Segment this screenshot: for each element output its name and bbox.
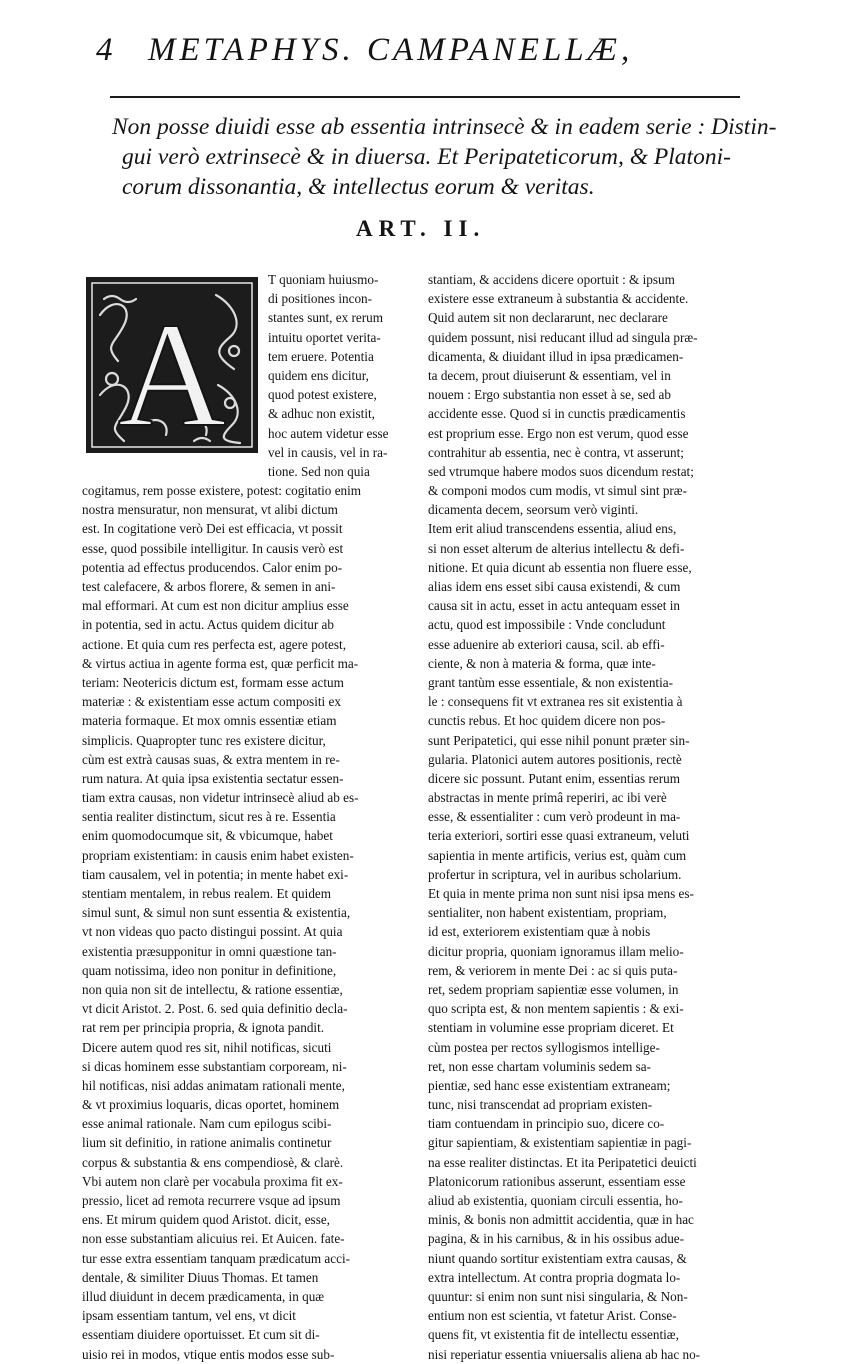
- text-line: propriam existentiam: in causis enim habet existen-: [82, 847, 354, 863]
- text-line: materia formaque. Et mox omnis essentiæ etiam: [82, 713, 337, 729]
- running-title: METAPHYS. CAMPANELLÆ,: [148, 32, 634, 68]
- text-line: esse aduenire ab exteriori causa, scil. ab effi-: [428, 636, 665, 652]
- text-line: abstractas in mente primâ reperiri, ac ibi verè: [428, 790, 667, 806]
- heading-line: gui verò extrinsecè & in diuersa. Et Peripateticorum, & Platoni-: [122, 144, 731, 170]
- page-number: 4: [96, 32, 117, 68]
- text-line: pagina, & in his carnibus, & in his ossibus adue-: [428, 1231, 685, 1247]
- text-line: id est, exteriorem existentiam quæ à nobis: [428, 924, 651, 940]
- text-line: Platonicorum rationibus asserunt, essentiam esse: [428, 1173, 686, 1189]
- heading-line: Non posse diuidi esse ab essentia intrinsecè & in eadem serie : Distin-: [112, 114, 777, 140]
- text-line: uisio rei in modos, vtique entis modos esse sub-: [82, 1346, 335, 1362]
- text-line: & componi modos cum modis, vt simul sint præ-: [428, 483, 687, 499]
- header-rule: [110, 96, 740, 98]
- text-line: esse, quod possibile intelligitur. In causis verò est: [82, 540, 344, 556]
- text-line: corpus & substantia & ens compendiosè, & clarè.: [82, 1154, 344, 1170]
- text-line: mal efformari. At cum est non dicitur amplius esse: [82, 598, 349, 614]
- text-line: aliud ab existentia, quoniam circuli essentia, ho-: [428, 1193, 683, 1208]
- text-line: dicitur propria, quoniam ignoramus illam melio-: [428, 943, 684, 959]
- text-line: dicamenta decem, seorsum verò viginti.: [428, 502, 639, 518]
- text-line: minis, & bonis non admittit accidentia, quæ in hac: [428, 1212, 694, 1228]
- text-line: dicere sic possunt. Putant enim, essentias rerum: [428, 770, 680, 786]
- text-line: gitur sapientiam, & existentiam sapientiæ in pagi-: [428, 1135, 692, 1151]
- text-line: essentiam diuidere oportuisset. Et cum sit di-: [82, 1327, 320, 1343]
- text-line: existentia præsupponitur in omni quæstione tan-: [82, 943, 337, 959]
- text-line: nitione. Et quia dicunt ab essentia non fluere esse,: [428, 559, 692, 575]
- text-line: entium non est scientia, vt fatetur Arist. Conse-: [428, 1308, 677, 1324]
- text-line: tiam causalem, vel in potentia; in mente habet exi-: [82, 866, 349, 882]
- text-line: enim quomodocumque sit, & vbicumque, habet: [82, 828, 333, 844]
- text-line: sapientia in mente artificis, verius est, quàm cum: [428, 847, 687, 863]
- text-line: tur esse extra essentiam tanquam prædicatum acci-: [82, 1250, 351, 1266]
- text-line: tem eruere. Potentia: [268, 348, 374, 364]
- text-line: rat rem per principia propria, & ignota pandit.: [82, 1020, 325, 1036]
- text-line: si dicas hominem esse substantiam corpoream, ni-: [82, 1058, 347, 1074]
- text-line: stantiam, & accidens dicere oportuit : & ipsum: [428, 272, 675, 287]
- text-line: nisi reperiatur essentia vniuersalis aliena ab hac no-: [428, 1346, 701, 1362]
- text-line: cogitamus, rem posse existere, potest: cogitatio enim: [82, 483, 362, 499]
- text-line: simul sunt, & simul non sunt essentia & existentia,: [82, 905, 351, 921]
- text-line: hoc autem videtur esse: [268, 425, 389, 441]
- text-line: quens fit, vt existentia fit de intellectu essentiæ,: [428, 1327, 679, 1343]
- text-line: stantes sunt, ex rerum: [268, 310, 383, 326]
- text-line: cùm est extrà causas suas, & extra mentem in re-: [82, 751, 340, 767]
- text-line: alias idem ens esset sibi causa existendi, & cum: [428, 579, 681, 594]
- text-line: simplicis. Quapropter tunc res existere dicitur,: [82, 732, 326, 748]
- text-line: niunt quando sortitur existentiam extra causas, &: [428, 1250, 687, 1266]
- text-line: na esse realiter distinctas. Et ita Peripatetici deuicti: [428, 1154, 697, 1170]
- text-line: intuitu oportet verita-: [268, 329, 381, 345]
- text-line: pientiæ, sed hanc esse existentiam extraneam;: [428, 1077, 671, 1093]
- text-line: stentiam in volumine esse propriam diceret. Et: [428, 1020, 674, 1036]
- text-line: teria exteriori, sortiri esse quasi extraneum, veluti: [428, 828, 690, 844]
- text-line: Vbi autem non clarè per vocabula proxima fit ex-: [82, 1173, 343, 1189]
- text-line: rem, & veriorem in mente Dei : ac si quis puta-: [428, 962, 678, 978]
- text-line: le : consequens fit vt extranea res sit existentia à: [428, 694, 683, 710]
- text-line: vt dicit Aristot. 2. Post. 6. sed quia definitio decla-: [82, 1001, 348, 1017]
- text-line: cunctis rebus. Et hoc quidem dicere non pos-: [428, 713, 666, 729]
- text-line: ciente, & non à materia & forma, quæ inte-: [428, 655, 656, 671]
- text-line: esse animal rationale. Nam cum epilogus scibi-: [82, 1116, 332, 1132]
- text-line: tunc, nisi transcendat ad propriam existen-: [428, 1097, 653, 1113]
- text-line: profertur in scriptura, vel in auribus scholarium.: [428, 866, 682, 882]
- text-line: stentiam mentalem, in rebus realem. Et quidem: [82, 886, 332, 901]
- text-line: pressio, licet ad remota recurrere vsque ad ipsum: [82, 1193, 341, 1208]
- text-line: quuntur: si enim non sunt nisi singularia, & Non-: [428, 1288, 688, 1304]
- text-line: sed vtrumque habere modos suos dicendum restat;: [428, 463, 694, 479]
- text-line: nouem : Ergo substantia non esset à se, sed ab: [428, 387, 671, 403]
- text-line: test calefacere, & arbos florere, & semen in ani-: [82, 579, 336, 594]
- text-line: rum natura. At quia ipsa existentia sectatur essen-: [82, 770, 344, 786]
- text-line: Item erit aliud transcendens essentia, aliud ens,: [428, 521, 677, 537]
- text-line: quam notissima, ideo non ponitur in definitione,: [82, 962, 337, 978]
- text-line: quo scripta est, & non mentem sapientis : & exi-: [428, 1001, 684, 1017]
- text-line: ens. Et mirum quidem quod Aristot. dicit, esse,: [82, 1212, 330, 1228]
- text-line: illud diuidunt in decem prædicamenta, in quæ: [82, 1288, 325, 1304]
- text-line: tione. Sed non quia: [268, 463, 370, 479]
- text-line: & vt proximius loquaris, dicas oportet, hominem: [82, 1097, 340, 1113]
- text-line: est. In cogitatione verò Dei est efficacia, vt possit: [82, 521, 343, 537]
- text-line: Et quia in mente prima non sunt nisi ipsa mens es-: [428, 886, 694, 901]
- text-line: tiam contuendam in principio suo, dicere co-: [428, 1116, 665, 1132]
- text-line: & adhuc non existit,: [268, 406, 375, 422]
- article-heading: [112, 112, 777, 202]
- text-line: actu, quod est impossibile : Vnde concludunt: [428, 617, 666, 633]
- text-line: T quoniam huiusmo-: [268, 272, 379, 287]
- text-line: nostra mensuratur, non mensurat, vt alibi dictum: [82, 502, 338, 518]
- text-line: sentialiter, non habent existentiam, propriam,: [428, 905, 667, 921]
- text-line: tiam extra causas, non videtur intrinsecè aliud ab es-: [82, 790, 359, 806]
- text-line: & virtus actiua in agente forma est, quæ perficit ma-: [82, 655, 359, 671]
- left-column: [82, 270, 416, 1364]
- text-line: Quid autem sit non declararunt, nec declarare: [428, 310, 668, 326]
- text-line: potentia ad effectus producendos. Calor enim po-: [82, 559, 343, 575]
- text-line: quidem ens dicitur,: [268, 367, 369, 383]
- text-line: di positiones incon-: [268, 291, 373, 307]
- text-line: accidente esse. Quod si in cunctis prædicamentis: [428, 406, 686, 422]
- text-line: sunt Peripatetici, qui esse nihil ponunt præter sin-: [428, 732, 690, 748]
- text-line: esse, & essentialiter : cum verò prodeunt in ma-: [428, 809, 681, 825]
- text-line: teriam: Neotericis dictum est, formam esse actum: [82, 674, 344, 690]
- text-line: ta decem, prout diuiserunt & essentiam, vel in: [428, 367, 671, 383]
- text-line: ret, sedem propriam sapientiæ esse volumen, in: [428, 981, 679, 997]
- running-head: [96, 32, 746, 72]
- heading-line: corum dissonantia, & intellectus eorum & veritas.: [122, 174, 595, 200]
- text-line: dicamenta, & diuidant illud in ipsa prædicamen-: [428, 348, 684, 364]
- text-line: vt non videas quo pacto distingui possint. At quia: [82, 924, 343, 940]
- text-line: vel in causis, vel in ra-: [268, 444, 388, 460]
- text-line: gularia. Platonici autem autores positionis, rectè: [428, 751, 682, 767]
- text-line: quod potest existere,: [268, 387, 377, 403]
- article-label: ART. II.: [356, 216, 486, 241]
- text-line: actione. Et quia cum res perfecta est, agere potest,: [82, 636, 346, 652]
- text-line: materiæ : & existentiam esse actum compositi ex: [82, 694, 341, 710]
- text-line: hil notificas, nisi addas animatam rationali mente,: [82, 1077, 345, 1093]
- text-line: est proprium esse. Ergo non est verum, quod esse: [428, 425, 689, 441]
- text-line: existere esse extraneum à substantia & accidente.: [428, 291, 689, 307]
- text-line: sentia realiter distinctum, sicut res à re. Essentia: [82, 809, 336, 825]
- text-line: ipsam essentiam tantum, vel ens, vt dicit: [82, 1308, 296, 1324]
- initial-letter: A: [117, 292, 227, 455]
- text-line: ret, non esse chartam voluminis sedem sa-: [428, 1058, 652, 1074]
- text-line: quidem possunt, nisi reducant illud ad singula præ-: [428, 329, 698, 345]
- text-line: extra intellectum. At contra propria dogmata lo-: [428, 1269, 681, 1285]
- text-line: non esse substantiam alicuius rei. Et Auicen. fate-: [82, 1231, 345, 1247]
- text-line: dentale, & similiter Diuus Thomas. Et tamen: [82, 1269, 319, 1285]
- text-line: grant tantùm esse essentiale, & non existentia-: [428, 674, 673, 690]
- text-line: cùm postea per rectos syllogismos intellige-: [428, 1039, 660, 1055]
- text-line: lium sit definitio, in ratione animalis continetur: [82, 1135, 332, 1151]
- text-line: causa sit in actu, esset in actu antequam esset in: [428, 598, 680, 614]
- text-line: in potentia, sed in actu. Actus quidem dicitur ab: [82, 617, 334, 633]
- text-line: non quia non sit de intellectu, & ratione essentiæ,: [82, 981, 343, 997]
- text-line: Dicere autem quod res sit, nihil notificas, sicuti: [82, 1039, 332, 1055]
- text-line: si non esset alterum de alterius intellectu & defi-: [428, 540, 685, 556]
- text-line: contrahitur ab essentia, nec è contra, vt asserunt;: [428, 444, 684, 460]
- right-column: [428, 270, 760, 1364]
